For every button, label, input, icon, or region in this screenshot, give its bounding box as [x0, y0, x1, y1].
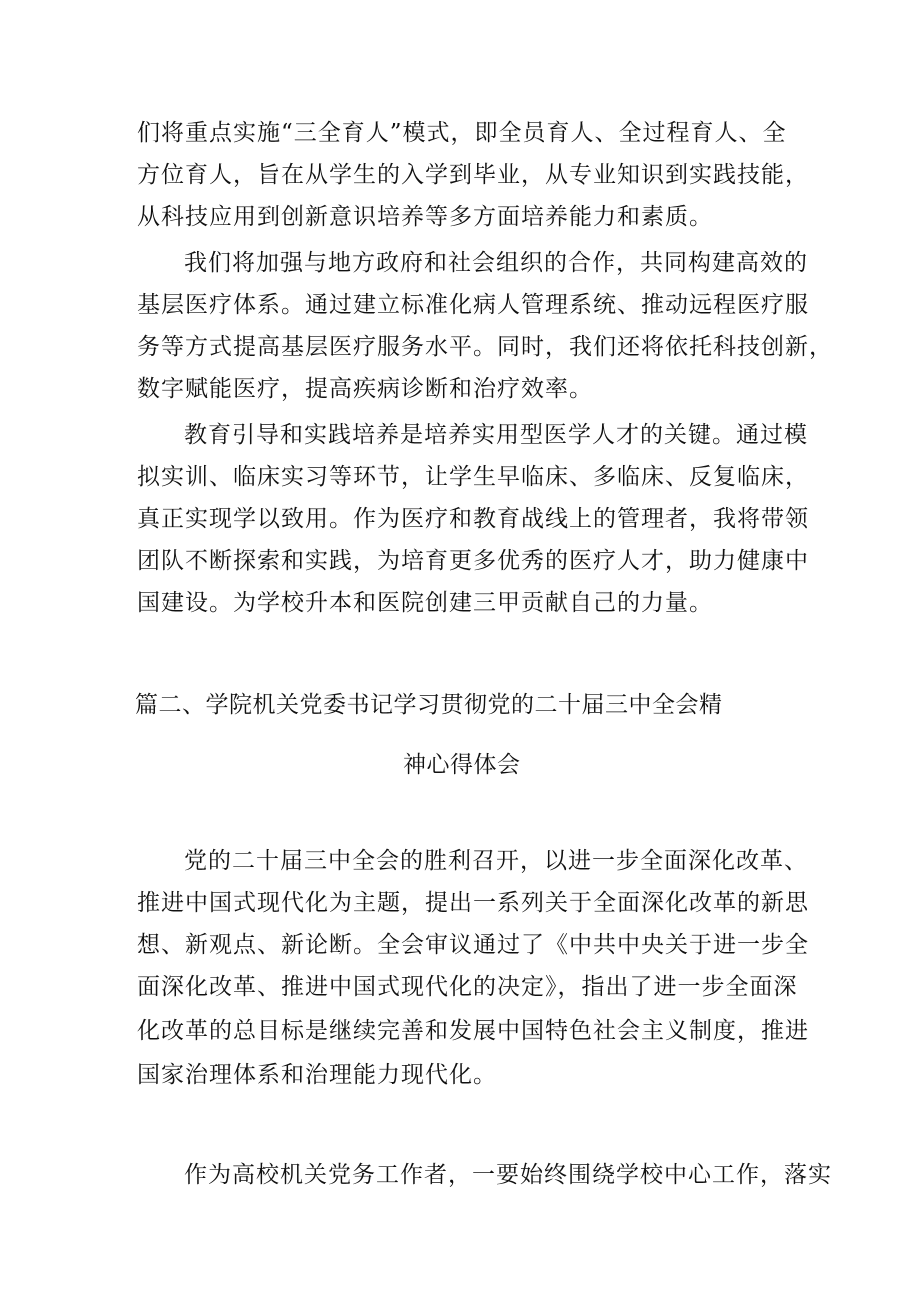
section-heading-continuation: 神心得体会	[403, 752, 521, 778]
body-text-line: 务等方式提高基层医疗服务水平。同时，我们还将依托科技创新，	[137, 334, 833, 360]
body-text-line: 作为高校机关党务工作者，一要始终围绕学校中心工作，落实	[184, 1162, 832, 1188]
body-text-line: 想、新观点、新论断。全会审议通过了《中共中央关于进一步全	[137, 932, 809, 958]
body-text-line: 教育引导和实践培养是培养实用型医学人才的关键。通过模	[184, 422, 808, 448]
body-text-line: 们将重点实施“三全育人”模式，即全员育人、全过程育人、全	[137, 120, 787, 146]
body-text-line: 基层医疗体系。通过建立标准化病人管理系统、推动远程医疗服	[137, 292, 809, 318]
body-text-line: 真正实现学以致用。作为医疗和教育战线上的管理者，我将带领	[137, 506, 809, 532]
body-text-line: 团队不断探索和实践，为培育更多优秀的医疗人才，助力健康中	[137, 548, 809, 574]
body-text-line: 推进中国式现代化为主题，提出一系列关于全面深化改革的新思	[137, 890, 809, 916]
body-text-line: 我们将加强与地方政府和社会组织的合作，共同构建高效的	[184, 250, 808, 276]
body-text-line: 方位育人，旨在从学生的入学到毕业，从专业知识到实践技能，	[137, 162, 809, 188]
body-text-line: 国家治理体系和治理能力现代化。	[137, 1062, 497, 1088]
body-text-line: 党的二十届三中全会的胜利召开，以进一步全面深化改革、	[184, 848, 808, 874]
section-heading: 篇二、学院机关党委书记学习贯彻党的二十届三中全会精	[135, 692, 723, 718]
body-text-line: 化改革的总目标是继续完善和发展中国特色社会主义制度，推进	[137, 1018, 809, 1044]
body-text-line: 国建设。为学校升本和医院创建三甲贡献自己的力量。	[137, 590, 713, 616]
body-text-line: 面深化改革、推进中国式现代化的决定》，指出了进一步全面深	[137, 974, 798, 1000]
body-text-line: 拟实训、临床实习等环节，让学生早临床、多临床、反复临床，	[137, 464, 809, 490]
body-text-line: 从科技应用到创新意识培养等多方面培养能力和素质。	[137, 204, 713, 230]
body-text-line: 数字赋能医疗，提高疾病诊断和治疗效率。	[137, 376, 593, 402]
